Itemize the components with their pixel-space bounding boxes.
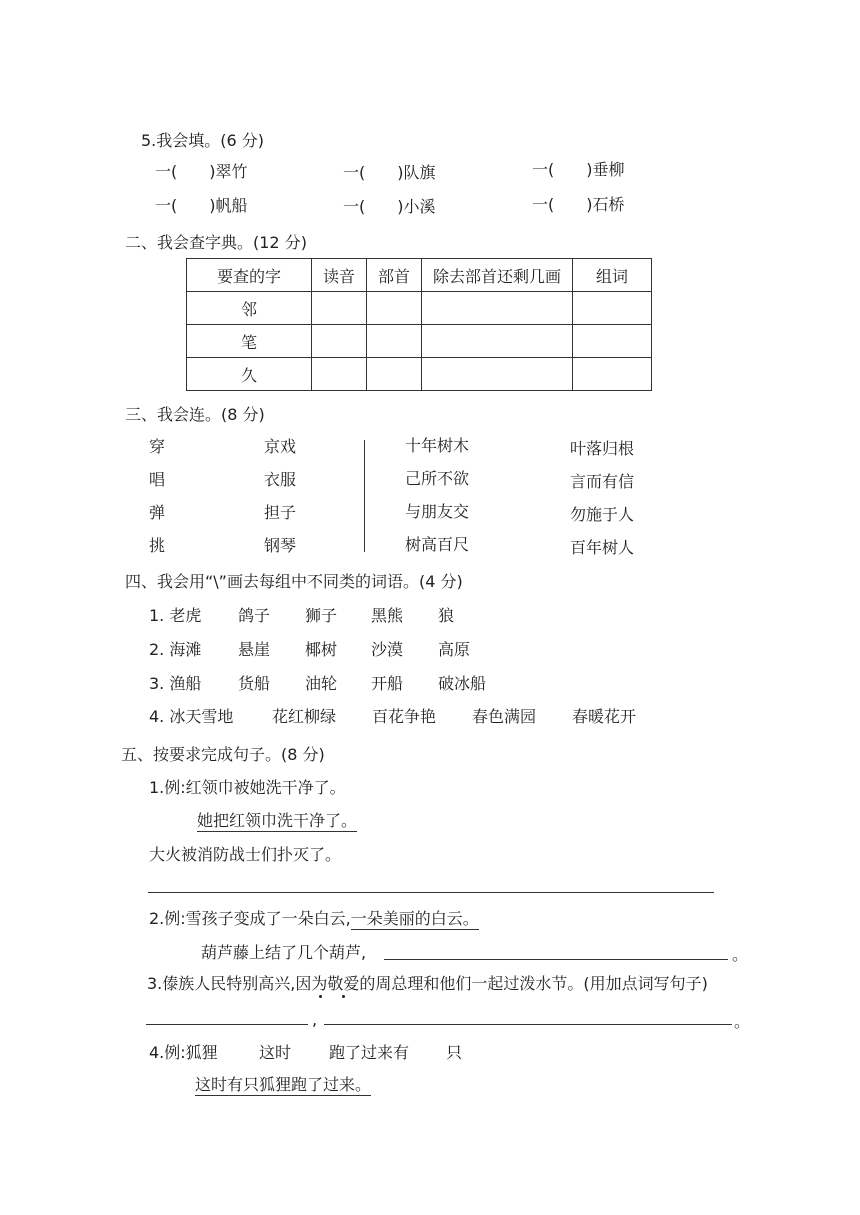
word-item[interactable]: 花红柳绿 — [272, 707, 337, 726]
word-item[interactable]: 高原 — [438, 640, 471, 659]
word-item: 这时 — [259, 1043, 292, 1062]
q5-item: 一( )小溪 — [343, 197, 436, 216]
example-2-answer: 一朵美丽的白云。 — [350, 909, 479, 928]
word-item[interactable]: 百花争艳 — [372, 707, 437, 726]
match-item[interactable]: 挑 — [149, 536, 166, 555]
q5-item: 一( )翠竹 — [155, 162, 248, 181]
table-cell-char: 笔 — [187, 325, 312, 358]
match-item[interactable]: 担子 — [264, 503, 297, 522]
table-header: 组词 — [573, 259, 652, 292]
word-item: 只 — [446, 1043, 463, 1062]
match-item[interactable]: 叶落归根 — [570, 439, 635, 458]
word-item[interactable]: 油轮 — [305, 674, 338, 693]
answer-cell[interactable] — [312, 358, 367, 391]
question-1: 大火被消防战士们扑灭了。 — [149, 845, 342, 864]
word-item[interactable]: 狼 — [438, 606, 455, 625]
answer-cell[interactable] — [367, 358, 422, 391]
q5-title: 5.我会填。(6 分) — [141, 131, 265, 150]
period-mark: 。 — [732, 945, 749, 964]
word-item[interactable]: 货船 — [238, 674, 271, 693]
example-4-answer: 这时有只狐狸跑了过来。 — [195, 1075, 372, 1094]
example-2-text: 2.例:雪孩子变成了一朵白云, — [149, 909, 351, 928]
table-header-row — [187, 259, 652, 292]
answer-line[interactable] — [148, 892, 714, 893]
word-item[interactable]: 狮子 — [305, 606, 338, 625]
match-item[interactable]: 唱 — [149, 470, 166, 489]
word-item[interactable]: 春暖花开 — [572, 707, 637, 726]
word-item[interactable]: 破冰船 — [438, 674, 487, 693]
answer-cell[interactable] — [422, 358, 573, 391]
comma-mark: , — [312, 1010, 318, 1029]
word-item: 跑了过来有 — [329, 1043, 410, 1062]
table-row — [187, 325, 652, 358]
q5-item: 一( )垂柳 — [532, 160, 625, 179]
answer-cell[interactable] — [422, 325, 573, 358]
match-item[interactable]: 言而有信 — [570, 472, 635, 491]
match-item[interactable]: 十年树木 — [405, 436, 470, 455]
word-item[interactable]: 沙漠 — [371, 640, 404, 659]
question-2: 葫芦藤上结了几个葫芦, — [201, 943, 367, 962]
answer-line[interactable] — [324, 1024, 732, 1025]
match-item[interactable]: 钢琴 — [264, 536, 297, 555]
answer-line[interactable] — [384, 959, 728, 960]
dictionary-table — [186, 258, 652, 391]
answer-cell[interactable] — [367, 325, 422, 358]
table-cell-char: 久 — [187, 358, 312, 391]
match-item[interactable]: 勿施于人 — [570, 505, 635, 524]
table-cell-char: 邻 — [187, 292, 312, 325]
period-mark: 。 — [734, 1012, 751, 1031]
match-item[interactable]: 穿 — [149, 437, 166, 456]
word-item[interactable]: 2. 海滩 — [149, 640, 202, 659]
question-3: 3.傣族人民特别高兴,因为敬爱的周总理和他们一起过泼水节。(用加点词写句子) — [147, 974, 708, 993]
word-item[interactable]: 春色满园 — [472, 707, 537, 726]
example-2 — [149, 909, 479, 929]
table-row — [187, 358, 652, 391]
emphasis-dot — [319, 995, 322, 998]
example-1-answer: 她把红领巾洗干净了。 — [197, 811, 358, 830]
table-header: 除去部首还剩几画 — [422, 259, 573, 292]
match-item[interactable]: 京戏 — [264, 437, 297, 456]
section-4-title: 四、我会用“\”画去每组中不同类的词语。(4 分) — [125, 572, 463, 591]
section-5-title: 五、按要求完成句子。(8 分) — [121, 745, 325, 764]
answer-cell[interactable] — [312, 292, 367, 325]
column-divider — [364, 440, 365, 552]
answer-cell[interactable] — [573, 325, 652, 358]
match-item[interactable]: 衣服 — [264, 470, 297, 489]
emphasis-dot — [342, 995, 345, 998]
match-item[interactable]: 己所不欲 — [405, 469, 470, 488]
word-item[interactable]: 黑熊 — [371, 606, 404, 625]
word-item[interactable]: 3. 渔船 — [149, 674, 202, 693]
answer-cell[interactable] — [312, 325, 367, 358]
answer-cell[interactable] — [573, 292, 652, 325]
answer-line[interactable] — [146, 1024, 308, 1025]
example-1: 1.例:红领巾被她洗干净了。 — [149, 778, 346, 797]
word-item[interactable]: 4. 冰天雪地 — [149, 707, 234, 726]
table-header: 部首 — [367, 259, 422, 292]
example-4: 4.例:狐狸 — [149, 1043, 218, 1062]
q5-item: 一( )石桥 — [532, 195, 625, 214]
word-item[interactable]: 悬崖 — [238, 640, 271, 659]
word-item[interactable]: 鸽子 — [238, 606, 271, 625]
word-item[interactable]: 1. 老虎 — [149, 606, 202, 625]
table-row — [187, 292, 652, 325]
section-3-title: 三、我会连。(8 分) — [125, 405, 265, 424]
match-item[interactable]: 百年树人 — [570, 538, 635, 557]
table-header: 读音 — [312, 259, 367, 292]
section-2-title: 二、我会查字典。(12 分) — [125, 233, 307, 252]
match-item[interactable]: 与朋友交 — [405, 502, 470, 521]
word-item[interactable]: 开船 — [371, 674, 404, 693]
answer-cell[interactable] — [573, 358, 652, 391]
q5-item: 一( )帆船 — [155, 196, 248, 215]
match-item[interactable]: 树高百尺 — [405, 535, 470, 554]
q5-item: 一( )队旗 — [343, 163, 436, 182]
match-item[interactable]: 弹 — [149, 503, 166, 522]
answer-cell[interactable] — [367, 292, 422, 325]
answer-cell[interactable] — [422, 292, 573, 325]
word-item[interactable]: 椰树 — [305, 640, 338, 659]
table-header: 要查的字 — [187, 259, 312, 292]
